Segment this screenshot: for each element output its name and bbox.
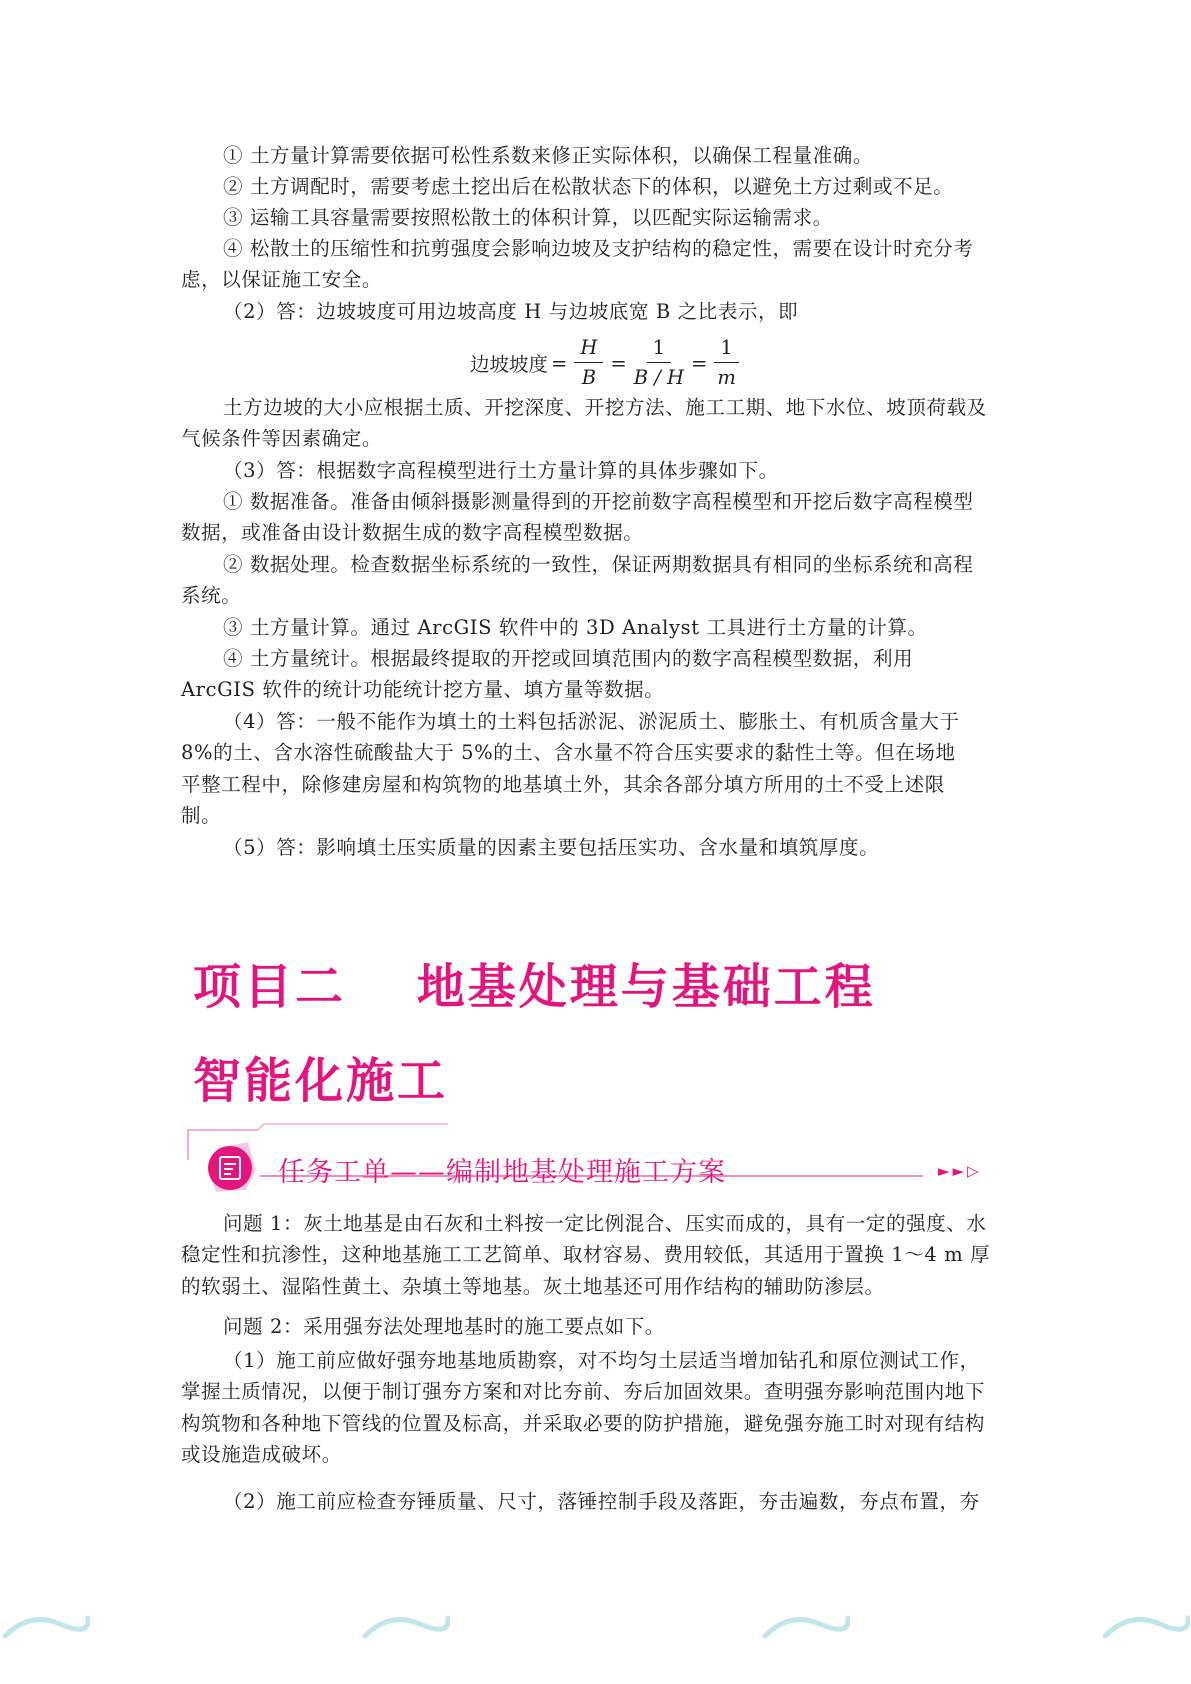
- paragraph-15: [181, 1311, 1051, 1342]
- text-line: 系统。: [181, 584, 242, 608]
- fraction-numerator: H: [574, 337, 603, 363]
- task-banner-title: 任务工单——编制地基处理施工方案: [278, 1157, 726, 1188]
- fraction-numerator: 1: [714, 337, 738, 363]
- text-line: （5）答：影响填土压实质量的因素主要包括压实功、含水量和填筑厚度。: [223, 836, 880, 859]
- watermark-logo: [760, 1606, 850, 1646]
- paragraph-12: [181, 706, 1009, 832]
- text-line: ④ 土方量统计。根据最终提取的开挖或回填范围内的数字高程模型数据，利用: [223, 647, 914, 670]
- fraction-numerator: 1: [647, 337, 671, 363]
- formula-label: 边坡坡度: [470, 353, 549, 376]
- text-line: 数据，或准备由设计数据生成的数字高程模型数据。: [181, 521, 644, 545]
- text-line: 掌握土质情况，以便于制订强夯方案和对比夯前、夯后加固效果。查明强夯影响范围内地下: [181, 1380, 986, 1404]
- text-line: 平整工程中，除修建房屋和构筑物的地基填土外，其余各部分填方所用的土不受上述限: [181, 772, 945, 796]
- paragraph-9: [181, 549, 1009, 612]
- watermark-logo: [1100, 1606, 1190, 1646]
- text-line: （3）答：根据数字高程模型进行土方量计算的具体步骤如下。: [223, 459, 779, 482]
- text-line: 气候条件等因素确定。: [181, 427, 383, 451]
- paragraph-13: [181, 832, 1051, 863]
- paragraph-17: [181, 1486, 1051, 1517]
- text-line: ArcGIS 软件的统计功能统计挖方量、填方量等数据。: [181, 678, 665, 702]
- paragraph-6: [181, 392, 1009, 455]
- text-line: 稳定性和抗渗性，这种地基施工工艺简单、取材容易、费用较低，其适用于置换 1～4 m 厚: [181, 1243, 991, 1267]
- paragraph-4: [181, 233, 1009, 296]
- slope-formula: [470, 333, 743, 393]
- text-line: 土方边坡的大小应根据土质、开挖深度、开挖方法、施工工期、地下水位、坡顶荷载及: [223, 396, 987, 419]
- text-line: 构筑物和各种地下管线的位置及标高，并采取必要的防护措施，避免强夯施工时对现有结构: [181, 1411, 986, 1435]
- paragraph-8: [181, 486, 1009, 549]
- task-banner: [178, 1122, 1008, 1198]
- paragraph-2: [181, 171, 1051, 202]
- text-line: 或设施造成破坏。: [181, 1443, 342, 1467]
- text-line: （2）答：边坡坡度可用边坡高度 H 与边坡底宽 B 之比表示，即: [223, 300, 799, 323]
- arrow-icons: ►►▷: [938, 1162, 982, 1180]
- text-line: 虑，以保证施工安全。: [181, 268, 383, 292]
- text-line: ③ 土方量计算。通过 ArcGIS 软件中的 3D Analyst 工具进行土方量的计算。: [223, 616, 928, 639]
- fraction-one-over-bh: [634, 337, 684, 389]
- chapter-title-line2: 智能化施工: [193, 1053, 449, 1109]
- paragraph-11: [181, 643, 1009, 706]
- text-line: ② 土方调配时，需要考虑土挖出后在松散状态下的体积，以避免土方过剩或不足。: [223, 175, 954, 198]
- text-line: 问题 1：灰土地基是由石灰和土料按一定比例混合、压实而成的，具有一定的强度、水: [223, 1212, 987, 1235]
- text-line: ① 土方量计算需要依据可松性系数来修正实际体积，以确保工程量准确。: [223, 144, 873, 167]
- fraction-denominator: B: [581, 366, 597, 389]
- paragraph-7: [181, 455, 1051, 486]
- text-line: ① 数据准备。准备由倾斜摄影测量得到的开挖前数字高程模型和开挖后数字高程模型: [223, 490, 974, 513]
- text-line: 制。: [181, 804, 222, 828]
- paragraph-14: [181, 1208, 1009, 1302]
- fraction-h-over-b: [574, 337, 603, 389]
- paragraph-16: [181, 1345, 1009, 1471]
- fraction-denominator: m: [717, 366, 736, 389]
- chapter-title-line1: 项目二 地基处理与基础工程: [193, 959, 876, 1015]
- fraction-one-over-m: [714, 337, 738, 389]
- paragraph-5: [181, 296, 1051, 327]
- equals-sign: =: [610, 351, 627, 375]
- text-line: （4）答：一般不能作为填土的土料包括淤泥、淤泥质土、膨胀土、有机质含量大于: [223, 710, 960, 733]
- text-line: ③ 运输工具容量需要按照松散土的体积计算，以匹配实际运输需求。: [223, 206, 833, 229]
- paragraph-3: [181, 202, 1051, 233]
- text-line: 8%的土、含水溶性硫酸盐大于 5%的土、含水量不符合压实要求的黏性土等。但在场地: [181, 741, 956, 765]
- equals-sign: =: [551, 351, 568, 375]
- paragraph-1: [181, 140, 1051, 171]
- text-line: 的软弱土、湿陷性黄土、杂填土等地基。灰土地基还可用作结构的辅助防渗层。: [181, 1274, 885, 1298]
- equals-sign: =: [691, 351, 708, 375]
- fraction-denominator: B / H: [633, 366, 685, 389]
- text-line: （2）施工前应检查夯锤质量、尺寸，落锤控制手段及落距，夯击遍数，夯点布置，夯: [223, 1490, 980, 1513]
- text-line: ② 数据处理。检查数据坐标系统的一致性，保证两期数据具有相同的坐标系统和高程: [223, 553, 974, 576]
- paragraph-10: [181, 612, 1051, 643]
- text-line: ④ 松散土的压缩性和抗剪强度会影响边坡及支护结构的稳定性，需要在设计时充分考: [223, 237, 974, 260]
- watermark-logo: [360, 1606, 450, 1646]
- text-line: （1）施工前应做好强夯地基地质勘察，对不均匀土层适当增加钻孔和原位测试工作，: [223, 1349, 980, 1372]
- text-line: 问题 2：采用强夯法处理地基时的施工要点如下。: [223, 1315, 665, 1338]
- watermark-logo: [0, 1606, 90, 1646]
